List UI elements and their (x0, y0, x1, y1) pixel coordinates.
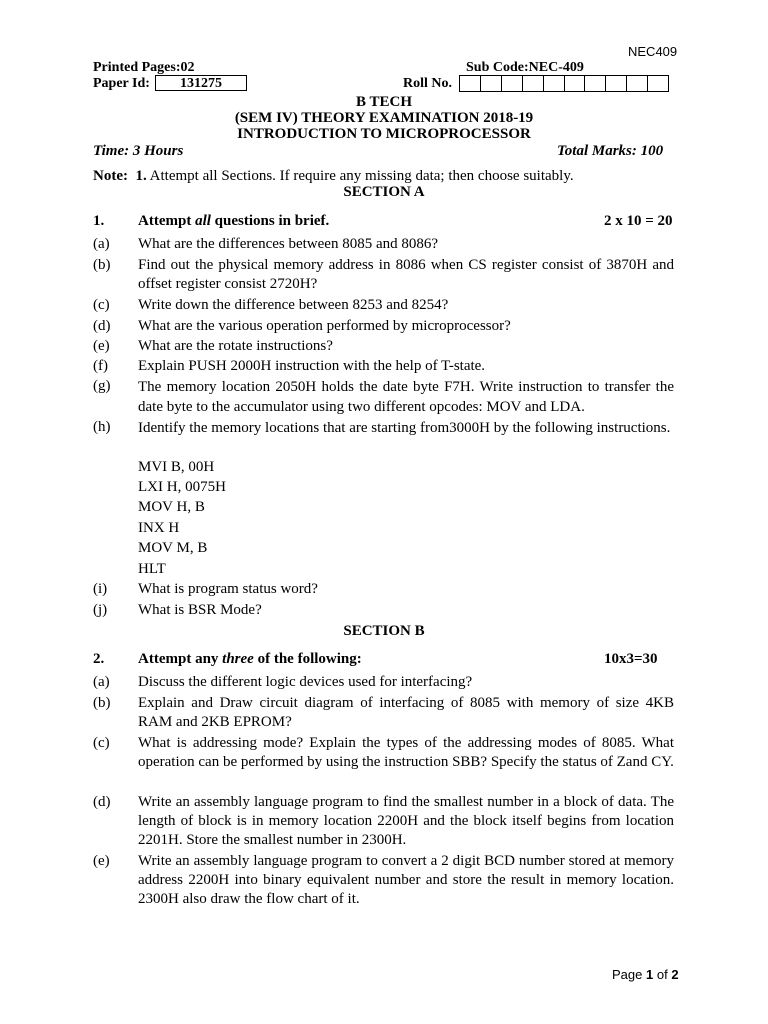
roll-no-cell (565, 76, 586, 91)
item-label: (g) (93, 378, 111, 394)
code-line: MVI B, 00H (138, 459, 215, 475)
item-label: (f) (93, 358, 108, 374)
question-2-number: 2. (93, 651, 105, 667)
total-marks: Total Marks: 100 (557, 143, 664, 159)
printed-pages: Printed Pages:02 (93, 60, 195, 75)
question-item: What are the various operation performed by microprocessor? (138, 318, 511, 334)
degree-title: B TECH (356, 94, 412, 110)
document-code: NEC409 (628, 44, 678, 59)
note-number: 1. (135, 168, 147, 184)
item-label: (e) (93, 853, 110, 869)
question-item: Write an assembly language program to convert a 2 digit BCD number stored at memory address 2200H into binary equivalent number and store the result in memory location. 2300H also draw the flow chart of it. (138, 853, 674, 907)
question-item: Find out the physical memory address in 8086 when CS register consist of 3870H and offset register consist 2720H? (138, 257, 674, 292)
paper-id-box (155, 75, 247, 91)
paper-id-value: 131275 (180, 76, 222, 91)
section-a-title: SECTION A (343, 184, 425, 200)
code-line: HLT (138, 561, 166, 577)
roll-no-label: Roll No. (403, 76, 452, 91)
question-item: What is addressing mode? Explain the types of the addressing modes of 8085. What operation can be performed by using the instruction SBB? Specify the status of Zand CY. (138, 735, 674, 770)
roll-no-cell (544, 76, 565, 91)
roll-no-cell (606, 76, 627, 91)
item-label: (a) (93, 236, 110, 252)
item-label: (i) (93, 581, 108, 597)
question-item: What are the differences between 8085 and 8086? (138, 236, 439, 252)
question-1-emphasis: all (195, 213, 211, 229)
question-item: Write an assembly language program to find the smallest number in a block of data. The length of block is in memory location 2200H and the block itself begins from location 2201H. Store the smallest number in 2300H. (138, 794, 674, 848)
page-number (612, 967, 679, 983)
code-line: MOV H, B (138, 499, 205, 515)
item-label: (h) (93, 419, 111, 435)
question-2-text: Attempt any (138, 651, 223, 667)
question-item: What are the rotate instructions? (138, 338, 333, 354)
question-2-marks: 10x3=30 (604, 651, 658, 667)
question-item: Discuss the different logic devices used for interfacing? (138, 674, 473, 690)
item-label: (d) (93, 318, 111, 334)
roll-no-boxes (459, 75, 669, 92)
note-label: Note: (93, 168, 128, 184)
roll-no-cell (502, 76, 523, 91)
question-2-text: of the following: (253, 651, 362, 667)
question-item: What is BSR Mode? (138, 602, 262, 618)
code-line: MOV M, B (138, 540, 208, 556)
question-item: Explain and Draw circuit diagram of interfacing of 8085 with memory of size 4KB RAM and 2KB EPROM? (138, 695, 674, 730)
question-2-instruction (138, 650, 362, 668)
roll-no-cell (460, 76, 481, 91)
question-2-emphasis: three (222, 651, 254, 667)
page-current: 1 (646, 967, 654, 982)
item-label: (j) (93, 602, 108, 618)
item-label: (d) (93, 794, 111, 810)
subject-title: INTRODUCTION TO MICROPROCESSOR (237, 126, 531, 142)
code-line: LXI H, 0075H (138, 479, 226, 495)
question-item: Identify the memory locations that are starting from3000H by the following instructions. (138, 420, 671, 436)
code-line: INX H (138, 520, 180, 536)
roll-no-cell (585, 76, 606, 91)
page-of-word: of (656, 967, 668, 982)
exam-title: (SEM IV) THEORY EXAMINATION 2018-19 (234, 110, 534, 126)
page-word: Page (612, 967, 643, 982)
question-item: Explain PUSH 2000H instruction with the help of T-state. (138, 358, 486, 374)
item-label: (e) (93, 338, 110, 354)
roll-no-cell (648, 76, 668, 91)
exam-time: Time: 3 Hours (93, 143, 184, 159)
item-label: (b) (93, 695, 111, 711)
note-text: Attempt all Sections. If require any missing data; then choose suitably. (149, 168, 574, 184)
page-total: 2 (671, 967, 679, 982)
item-label: (a) (93, 674, 110, 690)
question-1-text: questions in brief. (210, 213, 330, 229)
paper-id-label: Paper Id: (93, 76, 150, 91)
roll-no-cell (627, 76, 648, 91)
question-item: What is program status word? (138, 581, 318, 597)
section-b-title: SECTION B (343, 623, 425, 639)
roll-no-cell (523, 76, 544, 91)
question-1-number: 1. (93, 213, 105, 229)
question-1-text: Attempt (138, 213, 196, 229)
item-label: (c) (93, 297, 110, 313)
roll-no-cell (481, 76, 502, 91)
item-label: (b) (93, 257, 111, 273)
question-1-marks: 2 x 10 = 20 (604, 213, 673, 229)
subject-code: Sub Code:NEC-409 (466, 60, 584, 75)
question-item: The memory location 2050H holds the date byte F7H. Write instruction to transfer the date byte to the accumulator using two different opcodes: MOV and LDA. (138, 379, 674, 415)
item-label: (c) (93, 735, 110, 751)
question-1-instruction (138, 212, 329, 230)
question-item: Write down the difference between 8253 and 8254? (138, 297, 449, 313)
